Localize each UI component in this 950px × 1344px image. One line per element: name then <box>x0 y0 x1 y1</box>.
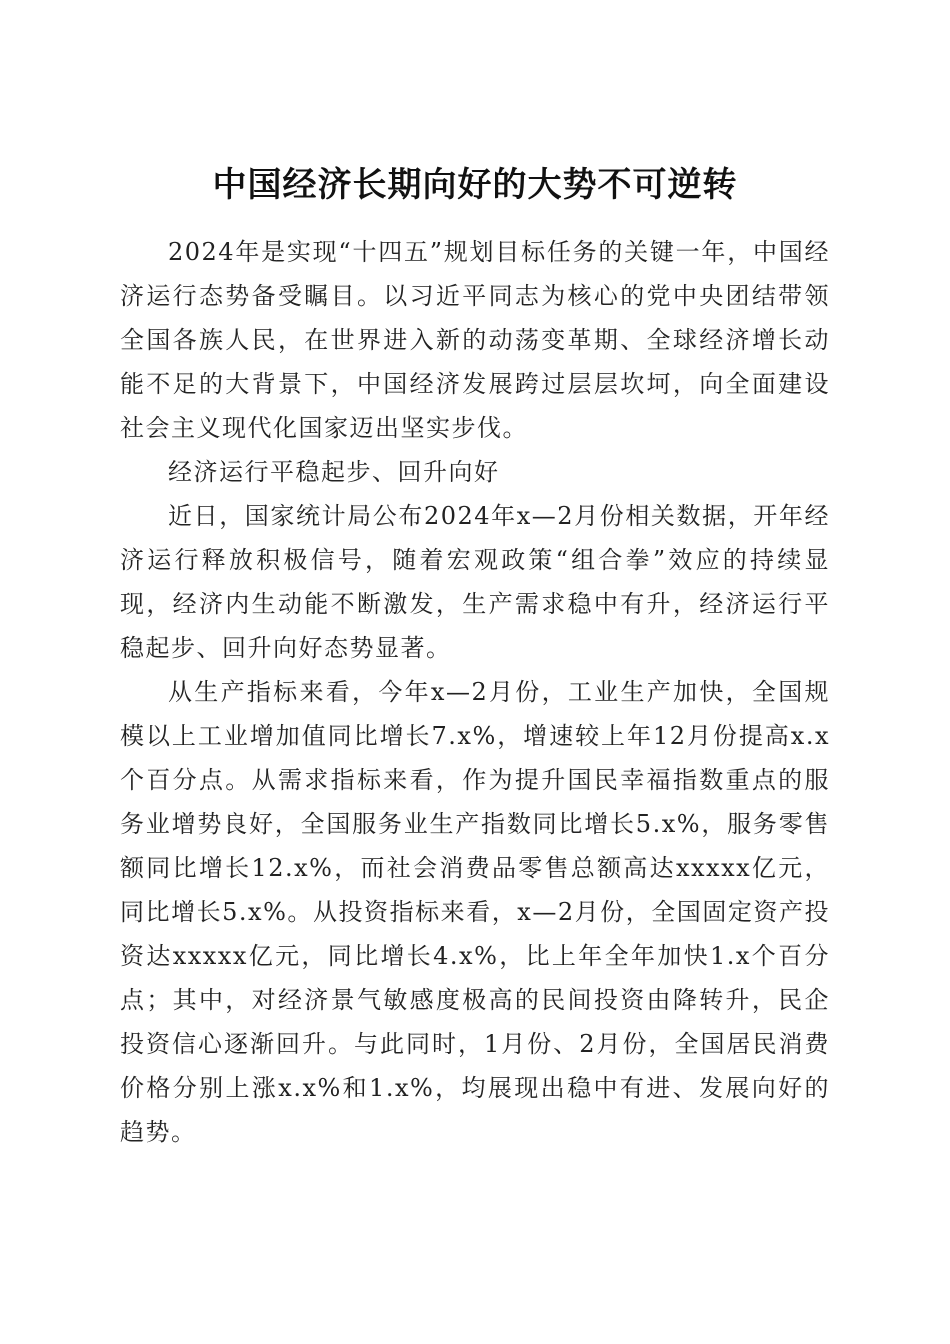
document-title: 中国经济长期向好的大势不可逆转 <box>212 164 738 205</box>
document-body <box>120 230 830 1154</box>
paragraph-recent-data: 近日，国家统计局公布2024年x—2月份相关数据，开年经济运行释放积极信号，随着宏观政策“组合拳”效应的持续显现，经济内生动能不断激发，生产需求稳中有升，经济运行平稳起步、回升向好态势显著。 <box>120 502 830 662</box>
paragraph-intro: 2024年是实现“十四五”规划目标任务的关键一年，中国经济运行态势备受瞩目。以习近平同志为核心的党中央团结带领全国各族人民，在世界进入新的动荡变革期、全球经济增长动能不足的大背景下，中国经济发展跨过层层坎坷，向全面建设社会主义现代化国家迈出坚实步伐。 <box>120 238 830 442</box>
paragraph-indicators: 从生产指标来看，今年x—2月份，工业生产加快，全国规模以上工业增加值同比增长7.x%，增速较上年12月份提高x.x个百分点。从需求指标来看，作为提升国民幸福指数重点的服务业增势良好，全国服务业生产指数同比增长5.x%，服务零售额同比增长12.x%，而社会消费品零售总额高达xxxxx亿元，同比增长5.x%。从投资指标来看，x—2月份，全国固定资产投资达xxxxx亿元，同比增长4.x%，比上年全年加快1.x个百分点；其中，对经济景气敏感度极高的民间投资由降转升，民企投资信心逐渐回升。与此同时，1月份、2月份，全国居民消费价格分别上涨x.x%和1.x%，均展现出稳中有进、发展向好的趋势。 <box>120 678 830 1146</box>
section-heading: 经济运行平稳起步、回升向好 <box>168 458 500 486</box>
